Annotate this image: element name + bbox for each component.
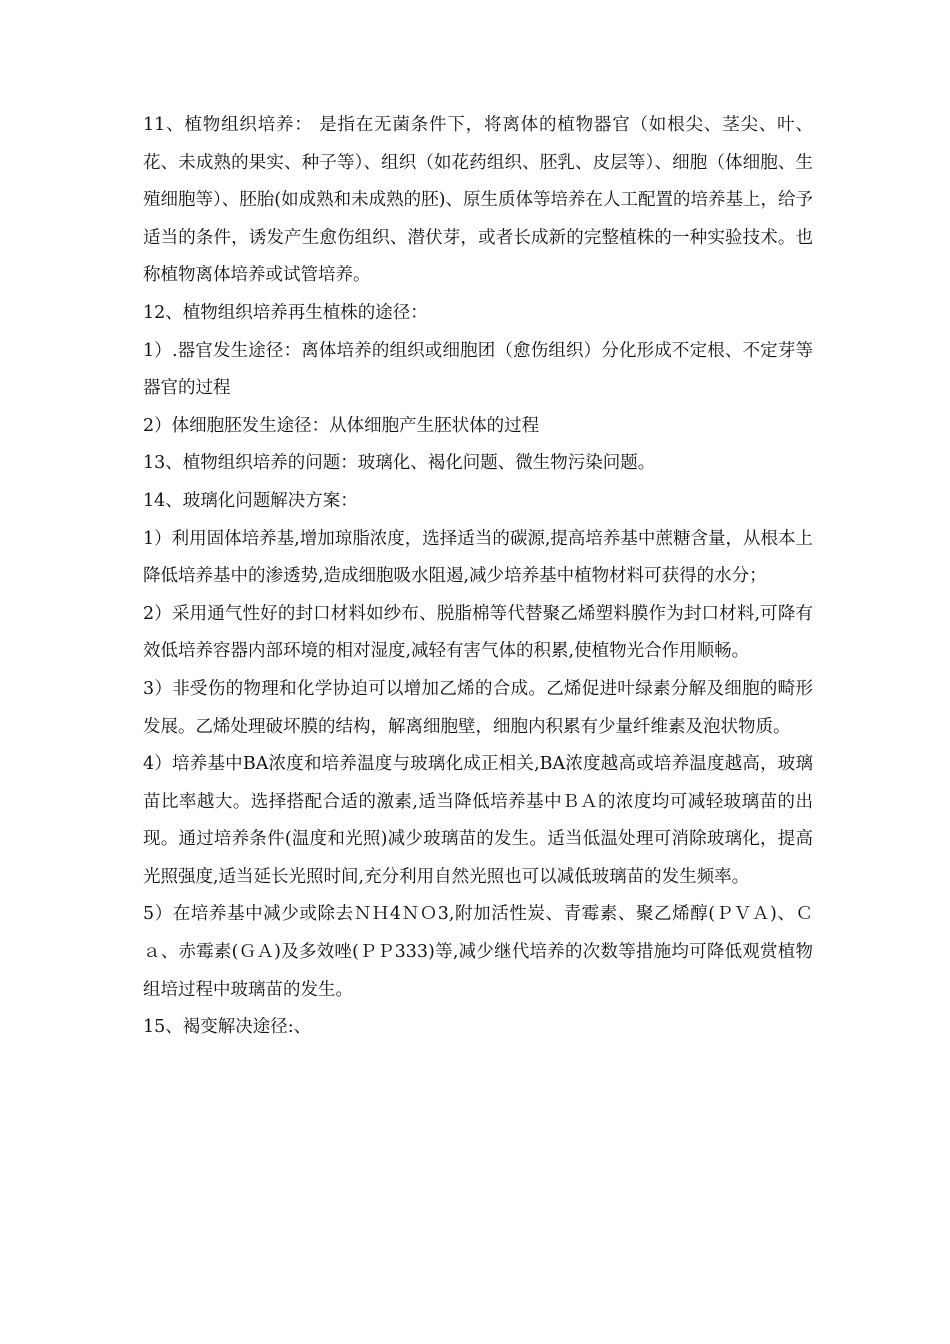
paragraph-12-item-2: 2）体细胞胚发生途径：从体细胞产生胚状体的过程 [143, 415, 540, 436]
paragraph-14-item-3: 3）非受伤的物理和化学协迫可以增加乙烯的合成。乙烯促进叶绿素分解及细胞的畸形发展。乙烯处理破坏膜的结构，解离细胞壁，细胞内积累有少量纤维素及泡状物质。 [143, 678, 813, 737]
document-body [143, 107, 813, 1047]
paragraph-14-item-1: 1）利用固体培养基,增加琼脂浓度，选择适当的碳源,提高培养基中蔗糖含量，从根本上降低培养基中的渗透势,造成细胞吸水阻遏,减少培养基中植物材料可获得的水分； [143, 528, 813, 587]
paragraph-11-definition: 11、植物组织培养： 是指在无菌条件下，将离体的植物器官（如根尖、茎尖、叶、花、未成熟的果实、种子等）、组织（如花药组织、胚乳、皮层等）、细胞（体细胞、生殖细胞等）、胚胎(如成熟和未成熟的胚)、原生质体等培养在人工配置的培养基上，给予适当的条件，诱发产生愈伤组织、潜伏芽，或者长成新的完整植株的一种实验技术。也称植物离体培养或试管培养。 [143, 115, 813, 286]
paragraph-14-item-2: 2）采用通气性好的封口材料如纱布、脱脂棉等代替聚乙烯塑料膜作为封口材料,可降有效低培养容器内部环境的相对湿度,减轻有害气体的积累,使植物光合作用顺畅。 [143, 603, 813, 662]
paragraph-15-heading: 15、褐变解决途径:、 [143, 1017, 312, 1038]
paragraph-14-heading: 14、玻璃化问题解决方案： [143, 490, 358, 511]
paragraph-13-problems: 13、植物组织培养的问题：玻璃化、褐化问题、微生物污染问题。 [143, 453, 656, 474]
paragraph-14-item-5: 5）在培养基中减少或除去ＮＨ4ＮＯ3,附加活性炭、青霉素、聚乙烯醇(ＰＶＡ)、Ｃａ、赤霉素(ＧＡ)及多效唑(ＰＰ333)等,减少继代培养的次数等措施均可降低观赏植物组培过程中玻璃苗的发生。 [143, 904, 813, 1000]
paragraph-12-heading: 12、植物组织培养再生植株的途径： [143, 302, 428, 323]
paragraph-12-item-1: 1）.器官发生途径：离体培养的组织或细胞团（愈伤组织）分化形成不定根、不定芽等器官的过程 [143, 340, 813, 399]
paragraph-14-item-4: 4）培养基中BA浓度和培养温度与玻璃化成正相关,BA浓度越高或培养温度越高，玻璃苗比率越大。选择搭配合适的激素,适当降低培养基中ＢＡ的浓度均可减轻玻璃苗的出现。通过培养条件(温度和光照)减少玻璃苗的发生。适当低温处理可消除玻璃化，提高光照强度,适当延长光照时间,充分利用自然光照也可以减低玻璃苗的发生频率。 [143, 754, 813, 887]
